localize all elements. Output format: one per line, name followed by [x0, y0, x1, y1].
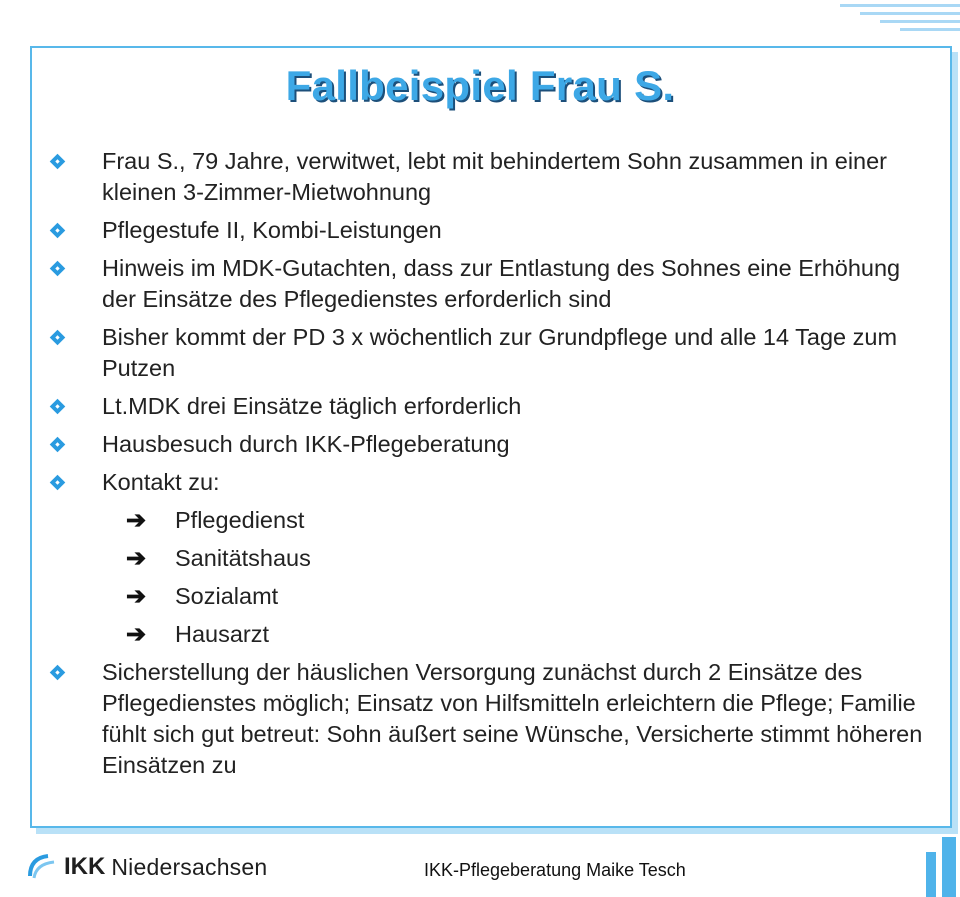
diamond-bullet-icon: [50, 261, 66, 277]
decorative-stripes-top: [820, 0, 960, 40]
list-item: [48, 253, 928, 315]
diamond-bullet-icon: [50, 330, 66, 346]
arrow-right-icon: ➔: [126, 545, 147, 572]
arrow-right-icon: ➔: [126, 583, 147, 610]
diamond-bullet-icon: [50, 154, 66, 170]
sublist-item-text: Sanitätshaus: [175, 545, 311, 571]
diamond-bullet-icon: [50, 399, 66, 415]
list-item-text: Sicherstellung der häuslichen Versorgung zunächst durch 2 Einsätze des Pflegedienstes möglich; Einsatz von Hilfsmitteln erleichtern die Pflege; Familie fühlt sich gut betreut: Sohn äußert seine Wünsche, Versicherte stimmt höheren Einsätzen zu: [102, 659, 923, 778]
sublist-item-text: Sozialamt: [175, 583, 279, 609]
decorative-stripes-bottom: [900, 830, 960, 897]
contact-sublist: [48, 505, 928, 650]
logo-brand: IKK: [64, 853, 106, 880]
list-item: [48, 467, 928, 498]
list-item-text: Pflegestufe II, Kombi-Leistungen: [102, 217, 442, 243]
diamond-bullet-icon: [50, 665, 66, 681]
list-item: [48, 322, 928, 384]
diamond-bullet-icon: [50, 475, 66, 491]
list-item: [48, 429, 928, 460]
diamond-bullet-icon: [50, 223, 66, 239]
list-item-text: Bisher kommt der PD 3 x wöchentlich zur Grundpflege und alle 14 Tage zum Putzen: [102, 324, 898, 381]
bullet-list: [48, 146, 928, 788]
list-item: [48, 215, 928, 246]
list-item-text: Lt.MDK drei Einsätze täglich erforderlich: [102, 393, 522, 419]
sublist-item: [48, 543, 928, 574]
sublist-item-text: Pflegedienst: [175, 507, 305, 533]
slide-title: Fallbeispiel Frau S.: [285, 62, 675, 109]
sublist-item-text: Hausarzt: [175, 621, 270, 647]
list-item: [48, 657, 928, 781]
arrow-right-icon: ➔: [126, 507, 147, 534]
diamond-bullet-icon: [50, 437, 66, 453]
logo-region: Niedersachsen: [111, 853, 268, 880]
ikk-logo-mark-icon: [26, 852, 60, 882]
sublist-item: [48, 505, 928, 536]
list-item-text: Hinweis im MDK-Gutachten, dass zur Entlastung des Sohnes eine Erhöhung der Einsätze des Pflegedienstes erforderlich sind: [102, 255, 901, 312]
footer-credit: IKK-Pflegeberatung Maike Tesch: [424, 860, 686, 880]
list-item: [48, 146, 928, 208]
list-item: [48, 391, 928, 422]
list-item-text: Hausbesuch durch IKK-Pflegeberatung: [102, 431, 510, 457]
sublist-item: [48, 581, 928, 612]
ikk-logo: [26, 850, 267, 884]
sublist-item: [48, 619, 928, 650]
arrow-right-icon: ➔: [126, 621, 147, 648]
list-item-text: Frau S., 79 Jahre, verwitwet, lebt mit behindertem Sohn zusammen in einer kleinen 3-Zimmer-Mietwohnung: [102, 148, 888, 205]
list-item-text: Kontakt zu:: [102, 469, 220, 495]
